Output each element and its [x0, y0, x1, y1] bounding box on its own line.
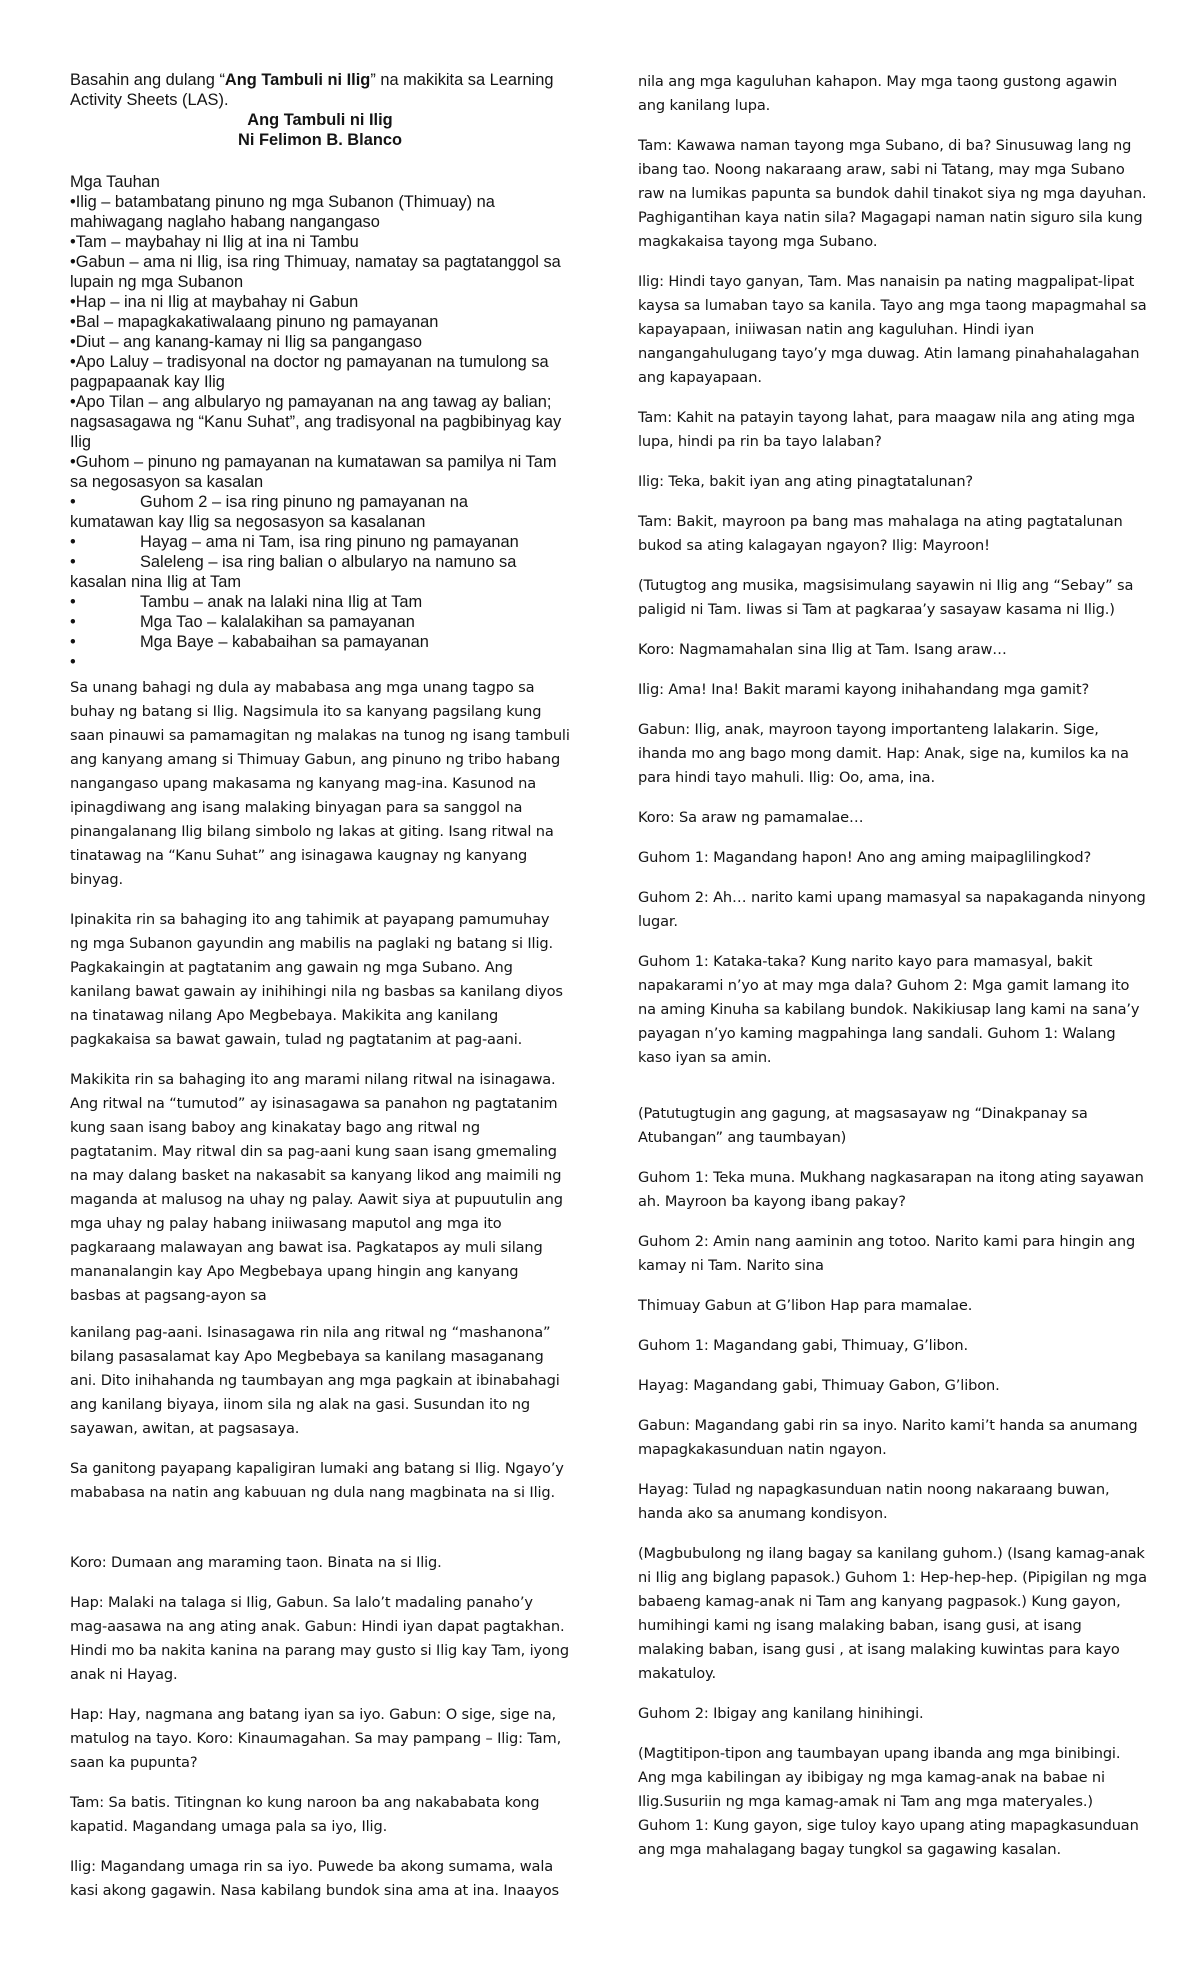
character-text: Tambu – anak na lalaki nina Ilig at Tam — [140, 593, 423, 611]
narrative-paragraph: Makikita rin sa bahaging ito ang marami nilang ritwal na isinagawa. Ang ritwal na “tumutod” ay isinasagawa sa panahon ng pagtatanim kung saan isang baboy ang kinakatay bago ang ritwal ng pagtatanim. May ritwal din sa pag-aani kung saan isang gmemaling na may dalang basket na nakasabit sa kanyang likod ang maimili ng maganda at malusog na uhay ng palay. Aawit siya at pupuutulin ang mga uhay ng palay habang iniiwasang maputol ang mga ito pagkaraang malawayan ang bawat isa. Pagkatapos ay muli silang mananalangin kay Apo Megbebaya upang hingin ang kanyang basbas at pagsang-ayon sa — [70, 1071, 563, 1304]
character-text-cont: kumatawan kay Ilig sa negosasyon sa kasalanan — [70, 513, 426, 531]
dialogue-line: Tam: Bakit, mayroon pa bang mas mahalaga na ating pagtatalunan bukod sa ating kalagayan ngayon? Ilig: Mayroon! — [638, 513, 1123, 554]
intro-text-post: ” na makikita sa Learning Activity Sheets (LAS). — [70, 71, 554, 109]
character-item-tabbed — [70, 532, 570, 552]
dialogue-line: Koro: Nagmamahalan sina Ilig at Tam. Isang araw… — [638, 641, 1007, 658]
character-item: •Tam – maybahay ni Ilig at ina ni Tambu — [70, 233, 359, 251]
dialogue-line: Tam: Kahit na patayin tayong lahat, para maagaw nila ang ating mga lupa, hindi pa rin ba tayo lalaban? — [638, 409, 1136, 450]
character-item: •Bal – mapagkakatiwalaang pinuno ng pamayanan — [70, 313, 439, 331]
narrative-paragraph: Sa ganitong payapang kapaligiran lumaki ang batang si Ilig. Ngayo’y mababasa na natin ang kabuuan ng dula nang magbinata na si Ilig. — [70, 1460, 564, 1501]
character-text: Mga Tao – kalalakihan sa pamayanan — [140, 613, 415, 631]
dialogue-line: nila ang mga kaguluhan kahapon. May mga taong gustong agawin ang kanilang lupa. — [638, 73, 1118, 114]
dialogue-line: Gabun: Magandang gabi rin sa inyo. Narito kami’t handa sa anumang mapagkakasunduan natin ngayon. — [638, 1417, 1138, 1458]
narrative-paragraph: Sa unang bahagi ng dula ay mababasa ang mga unang tagpo sa buhay ng batang si Ilig. Nagsimula ito sa kanyang pagsilang kung saan pinauwi sa pamamagitan ng malakas na tunog ng isang tambuli ang kanyang amang si Thimuay Gabun, ang pinuno ng tribo habang nangangaso upang makasama ng kanyang mag-ina. Kasunod na ipinagdiwang ang isang malaking binyagan para sa sanggol na pinangalanang Ilig bilang simbolo ng lakas at giting. Isang ritwal na tinatawag na “Kanu Suhat” ang isinagawa kaugnay ng kanyang binyag. — [70, 679, 570, 888]
character-item: •Guhom – pinuno ng pamayanan na kumatawan sa pamilya ni Tam sa negosasyon sa kasalan — [70, 453, 557, 491]
character-item: •Apo Tilan – ang albularyo ng pamayanan na ang tawag ay balian; nagsasagawa ng “Kanu Suhat”, ang tradisyonal na pagbibinyag kay Ilig — [70, 393, 562, 451]
left-body-middle — [70, 1321, 570, 1521]
character-text: Hayag – ama ni Tam, isa ring pinuno ng pamayanan — [140, 533, 519, 551]
dialogue-line: Guhom 1: Kataka-taka? Kung narito kayo para mamasyal, bakit napakarami n’yo at may mga dala? Guhom 2: Mga gamit lamang ito na aming Kinuha sa kabilang bundok. Nakikiusap lang kami na sana’y payagan n’yo kaming magpahinga lang sandali. Guhom 1: Walang kaso iyan sa amin. — [638, 953, 1140, 1066]
stage-direction: (Magbubulong ng ilang bagay sa kanilang guhom.) (Isang kamag-anak ni Ilig ang biglang papasok.) Guhom 1: Hep-hep-hep. (Pipigilan ng mga babaeng kamag-anak ni Tam ang kanyang pagpasok.) Kung gayon, humihingi kami ng isang malaking baban, isang gusi, at isang malaking baban, isang gusi , at isang malaking kuwintas para kayo makatuloy. — [638, 1545, 1147, 1682]
bullet: • — [70, 553, 76, 571]
dialogue-line: Guhom 2: Ibigay ang kanilang hinihingi. — [638, 1705, 924, 1722]
stage-direction: (Patutugtugin ang gagung, at magsasayaw ng “Dinakpanay sa Atubangan” ang taumbayan) — [638, 1105, 1088, 1146]
character-item: •Apo Laluy – tradisyonal na doctor ng pamayanan na tumulong sa pagpapaanak kay Ilig — [70, 353, 549, 391]
intro-block — [70, 70, 570, 672]
dialogue-line: Thimuay Gabun at G’libon Hap para mamalae. — [638, 1297, 973, 1314]
characters-heading: Mga Tauhan — [70, 173, 160, 191]
dialogue-line: Ilig: Hindi tayo ganyan, Tam. Mas nanaisin pa nating magpalipat-lipat kaysa sa lumaban tayo sa kanila. Tayo ang mga taong mapagmahal sa kapayapaan, iniiwasan natin ang kaguluhan. Hindi iyan nangangahulugang tayo’y mga duwag. Atin lamang pinahahalagahan ang kapayapaan. — [638, 273, 1147, 386]
dialogue-line: Koro: Dumaan ang maraming taon. Binata na si Ilig. — [70, 1554, 442, 1571]
character-item-tabbed — [70, 632, 570, 652]
bullet: • — [70, 493, 76, 511]
bullet: • — [70, 633, 76, 651]
character-item-tabbed — [70, 612, 570, 632]
right-body-upper — [638, 70, 1148, 1086]
intro-play-title: Ang Tambuli ni Ilig — [224, 71, 371, 89]
bullet: • — [70, 613, 76, 631]
dialogue-line: Ilig: Teka, bakit iyan ang ating pinagtatalunan? — [638, 473, 974, 490]
play-title: Ang Tambuli ni Ilig — [247, 111, 393, 129]
bullet: • — [70, 593, 76, 611]
character-text: Guhom 2 – isa ring pinuno ng pamayanan na — [140, 493, 469, 511]
dialogue-line: Guhom 1: Magandang hapon! Ano ang aming maipaglilingkod? — [638, 849, 1092, 866]
dialogue-line: Hayag: Magandang gabi, Thimuay Gabon, G’libon. — [638, 1377, 1000, 1394]
intro-text-pre: Basahin ang dulang “ — [70, 71, 225, 89]
dialogue-line: Guhom 2: Amin nang aaminin ang totoo. Narito kami para hingin ang kamay ni Tam. Narito sina — [638, 1233, 1136, 1274]
stage-direction: (Tutugtog ang musika, magsisimulang sayawin ni Ilig ang “Sebay” sa paligid ni Tam. Iiwas si Tam at pagkaraa’y sasayaw kasama ni Ilig.) — [638, 577, 1134, 618]
character-item: •Ilig – batambatang pinuno ng mga Subanon (Thimuay) na mahiwagang naglaho habang nangangaso — [70, 193, 495, 231]
dialogue-line: Hap: Hay, nagmana ang batang iyan sa iyo. Gabun: O sige, sige na, matulog na tayo. Koro: Kinaumagahan. Sa may pampang – Ilig: Tam, saan ka pupunta? — [70, 1706, 562, 1771]
dialogue-line: Ilig: Ama! Ina! Bakit marami kayong inihahandang mga gamit? — [638, 681, 1090, 698]
dialogue-line: Guhom 2: Ah… narito kami upang mamasyal sa napakaganda ninyong lugar. — [638, 889, 1146, 930]
character-item-tabbed — [70, 592, 570, 612]
characters-list — [70, 192, 570, 672]
character-item: •Hap – ina ni Ilig at maybahay ni Gabun — [70, 293, 359, 311]
dialogue-line: Tam: Sa batis. Titingnan ko kung naroon ba ang nakababata kong kapatid. Magandang umaga pala sa iyo, Ilig. — [70, 1794, 540, 1835]
stage-direction: (Magtitipon-tipon ang taumbayan upang ibanda ang mga binibingi. Ang mga kabilingan ay ibibigay ng mga kamag-anak na babae ni Ilig.Susuriin ng mga kamag-amak ni Tam ang mga materyales.) Guhom 1: Kung gayon, sige tuloy kayo upang ating mapagkasunduan ang mga mahalagang bagay tungkol sa gagawing kasalan. — [638, 1745, 1139, 1858]
left-body-upper — [70, 676, 570, 1324]
character-text: Saleleng – isa ring balian o albularyo na namuno sa — [140, 553, 517, 571]
character-text-cont: kasalan nina Ilig at Tam — [70, 573, 241, 591]
right-body-lower — [638, 1102, 1148, 1878]
intro-instruction — [70, 70, 570, 110]
dialogue-line: Guhom 1: Teka muna. Mukhang nagkasarapan na itong ating sayawan ah. Mayroon ba kayong ibang pakay? — [638, 1169, 1144, 1210]
dialogue-line: Guhom 1: Magandang gabi, Thimuay, G’libon. — [638, 1337, 968, 1354]
character-item-tabbed — [70, 652, 570, 672]
bullet: • — [70, 653, 76, 671]
dialogue-line: Hap: Malaki na talaga si Ilig, Gabun. Sa lalo’t madaling panaho’y mag-aasawa na ang ating anak. Gabun: Hindi iyan dapat pagtakhan. Hindi mo ba nakita kanina na parang may gusto si Ilig kay Tam, iyong anak ni Hayag. — [70, 1594, 570, 1683]
character-item-tabbed — [70, 492, 570, 532]
character-item: •Gabun – ama ni Ilig, isa ring Thimuay, namatay sa pagtatanggol sa lupain ng mga Subanon — [70, 253, 561, 291]
character-item: •Diut – ang kanang-kamay ni Ilig sa pangangaso — [70, 333, 422, 351]
dialogue-line: Koro: Sa araw ng pamamalae… — [638, 809, 864, 826]
dialogue-line: Ilig: Magandang umaga rin sa iyo. Puwede ba akong sumama, wala kasi akong gagawin. Nasa kabilang bundok sina ama at ina. Inaayos — [70, 1858, 559, 1899]
narrative-paragraph: kanilang pag-aani. Isinasagawa rin nila ang ritwal ng “mashanona” bilang pasasalamat kay Apo Megbebaya sa kanilang masaganang ani. Dito inihahanda ng taumbayan ang mga pagkain at ibinabahagi ang kanilang biyaya, iinom sila ng alak na gasi. Susundan ito ng sayawan, awitan, at pagsasaya. — [70, 1324, 560, 1437]
bullet: • — [70, 533, 76, 551]
dialogue-line: Tam: Kawawa naman tayong mga Subano, di ba? Sinusuwag lang ng ibang tao. Noong nakaraang araw, sabi ni Tatang, may mga Subano raw na lumikas papunta sa bundok dahil tinakot siya ng mga dayuhan. Paghigantihan kaya natin sila? Magagapi naman natin siguro sila kung magkakaisa tayong mga Subano. — [638, 137, 1147, 250]
character-text: Mga Baye – kababaihan sa pamayanan — [140, 633, 429, 651]
narrative-paragraph: Ipinakita rin sa bahaging ito ang tahimik at payapang pamumuhay ng mga Subanon gayundin ang mabilis na paglaki ng batang si Ilig. Pagkakaingin at pagtatanim ang gawain ng mga Subano. Ang kanilang bawat gawain ay inihihingi nila ng basbas sa kanilang diyos na tinatawag nilang Apo Megbebaya. Makikita ang kanilang pagkakaisa sa bawat gawain, tulad ng pagtatanim at pag-aani. — [70, 911, 563, 1048]
dialogue-line: Gabun: Ilig, anak, mayroon tayong importanteng lalakarin. Sige, ihanda mo ang bago mong damit. Hap: Anak, sige na, kumilos ka na para hindi tayo mahuli. Ilig: Oo, ama, ina. — [638, 721, 1129, 786]
play-author: Ni Felimon B. Blanco — [238, 131, 402, 149]
character-item-tabbed — [70, 552, 570, 592]
left-body-lower — [70, 1551, 570, 1919]
dialogue-line: Hayag: Tulad ng napagkasunduan natin noong nakaraang buwan, handa ako sa anumang kondisyon. — [638, 1481, 1110, 1522]
